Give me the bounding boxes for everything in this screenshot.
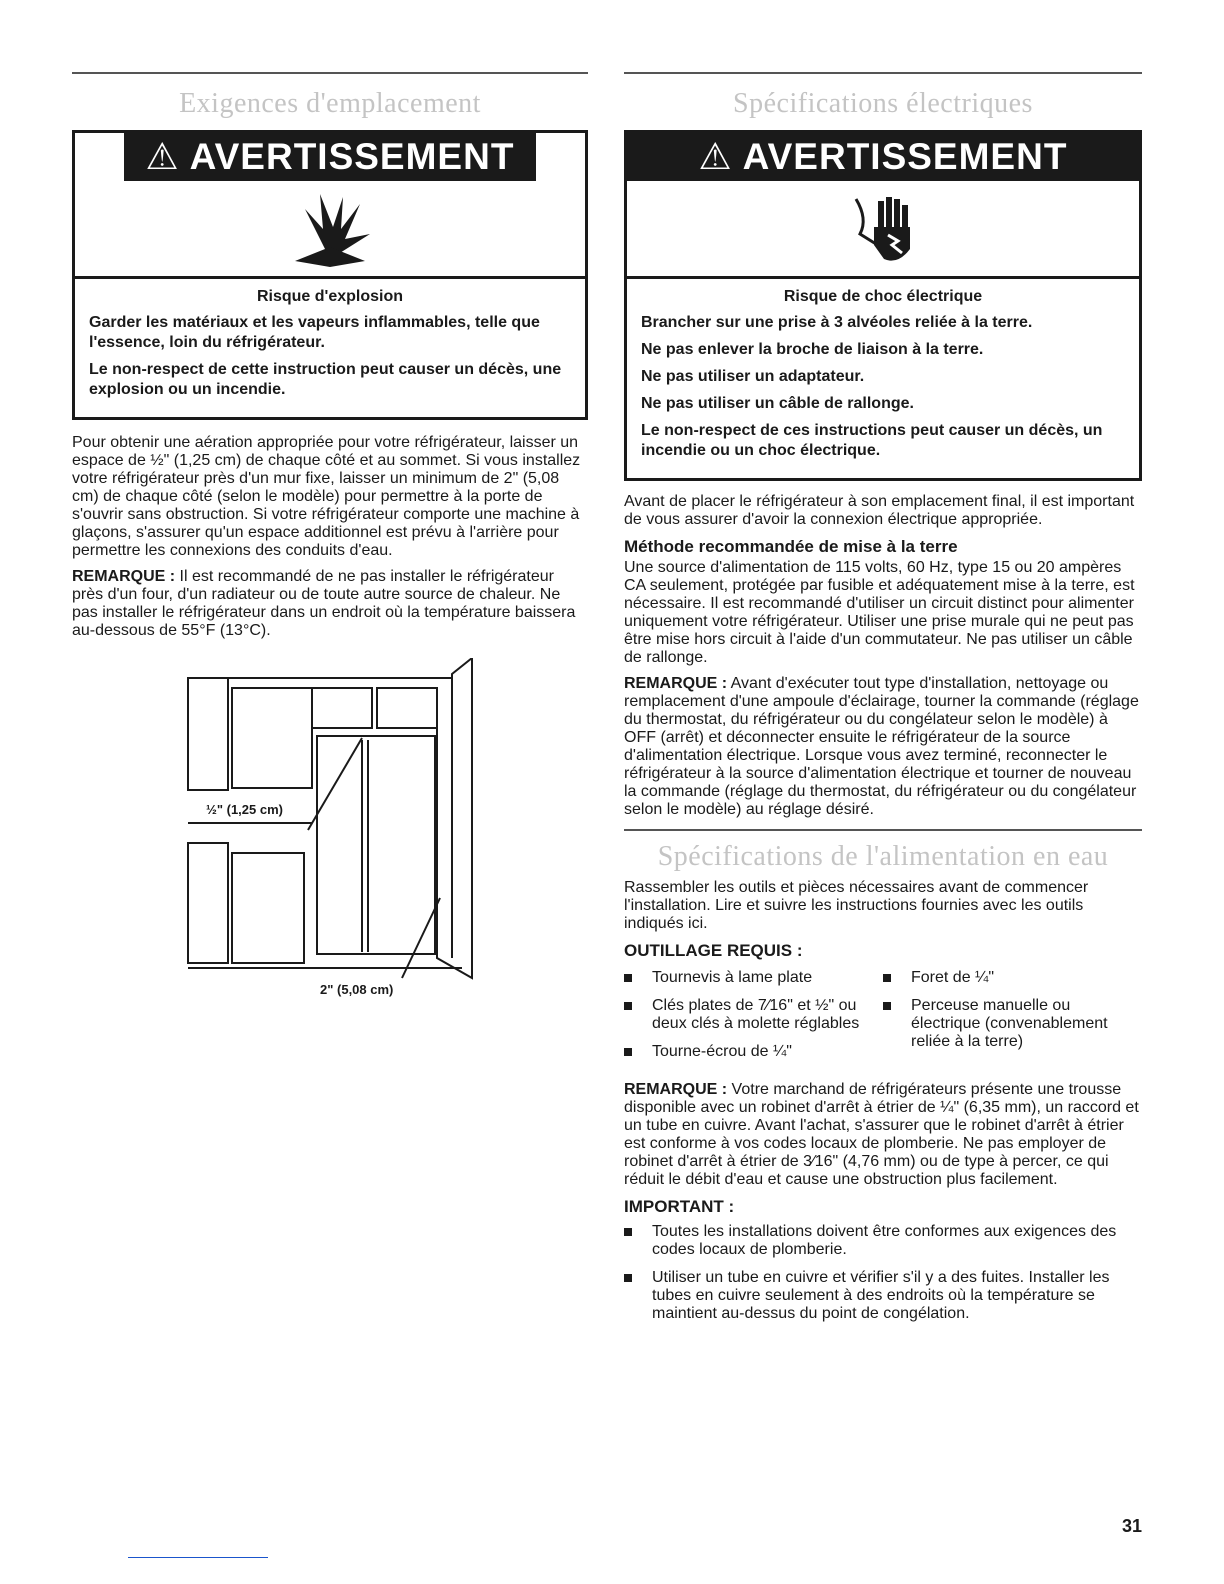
section-rule xyxy=(624,72,1142,74)
bullet-icon xyxy=(624,1228,632,1236)
warning-line: Ne pas utiliser un câble de rallonge. xyxy=(641,395,914,412)
bottom-rule xyxy=(128,1557,268,1558)
section-rule xyxy=(624,829,1142,831)
refrigerator-illustration xyxy=(72,658,588,1018)
bullet-icon xyxy=(624,974,632,982)
warning-line: Ne pas enlever la broche de liaison à la terre. xyxy=(641,341,984,358)
page-number: 31 xyxy=(1121,1516,1142,1536)
warning-title: Risque de choc électrique xyxy=(783,288,983,305)
list-item: Foret de ¼" xyxy=(883,969,1142,987)
subheading-important: IMPORTANT : xyxy=(624,1197,735,1216)
paragraph: Avant de placer le réfrigérateur à son emplacement final, il est important de vous assurer d'avoir la connexion électrique appropriée. xyxy=(624,493,1135,528)
electric-shock-icon xyxy=(848,189,918,269)
tools-list xyxy=(624,969,1142,1071)
clearance-figure xyxy=(72,658,588,1018)
list-item: Utiliser un tube en cuivre et vérifier s'il y a des fuites. Installer les tubes en cuivre seulement à des endroits où la température se maintient au-dessus du point de congélation. xyxy=(624,1269,1142,1323)
paragraph-remarque: REMARQUE : Votre marchand de réfrigérateurs présente une trousse disponible avec un robinet d'arrêt à étrier de ¼" (6,35 mm), un raccord et un tube en cuivre. Avant l'achat, s'assurer que le robinet d'arrêt à étrier est conforme à vos codes locaux de plomberie. Ne pas employer de robinet d'arrêt à étrier de 3⁄16" (4,76 mm) ou de type à percer, ce qui réduit le débit d'eau et cause une obstruction plus facilement. xyxy=(624,1081,1139,1188)
warning-title: Risque d'explosion xyxy=(256,288,404,305)
right-column xyxy=(624,72,1142,1333)
warning-line: Brancher sur une prise à 3 alvéoles reliée à la terre. xyxy=(641,314,1033,331)
warning-text: Le non-respect de cette instruction peut causer un décès, une explosion ou un incendie. xyxy=(89,361,562,398)
clearance-label-top: ½" (1,25 cm) xyxy=(206,802,283,817)
bullet-icon xyxy=(624,1048,632,1056)
warning-header: ⚠ AVERTISSEMENT xyxy=(75,133,585,181)
paragraph-remarque: REMARQUE : Avant d'exécuter tout type d'installation, nettoyage ou remplacement d'une ampoule d'éclairage, tourner la commande (réglage du thermostat, du réfrigérateur ou du congélateur selon le modèle) à OFF (arrêt) et déconnecter ensuite le réfrigérateur de la source d'alimentation électrique. Lorsque vous avez terminé, reconnecter le réfrigérateur à la source d'alimentation électrique et tourner de nouveau la commande (réglage du thermostat, du réfrigérateur ou du congélateur selon le modèle) au réglage désiré. xyxy=(624,675,1139,818)
section-title-water: Spécifications de l'alimentation en eau xyxy=(657,841,1109,872)
left-column xyxy=(72,72,588,1018)
paragraph: Rassembler les outils et pièces nécessaires avant de commencer l'installation. Lire et suivre les instructions fournies avec les outils indiqués ici. xyxy=(624,879,1089,932)
warning-triangle-icon: ⚠ xyxy=(145,136,180,177)
paragraph: Une source d'alimentation de 115 volts, 60 Hz, type 15 ou 20 ampères CA seulement, protégée par fusible et adéquatement mise à la terre, est nécessaire. Il est recommandé d'utiliser un circuit distinct pour alimenter uniquement votre réfrigérateur. Utiliser une prise murale qui ne peut pas être mise hors circuit à l'aide d'un commutateur. Ne pas utiliser un câble de rallonge. xyxy=(624,559,1135,666)
warning-box-explosion xyxy=(72,130,588,420)
warning-text: Garder les matériaux et les vapeurs inflammables, telle que l'essence, loin du réfrigérateur. xyxy=(89,314,540,351)
list-item: Clés plates de 7⁄16" et ½" ou deux clés à molette réglables xyxy=(624,997,883,1033)
paragraph-remarque: REMARQUE : Il est recommandé de ne pas installer le réfrigérateur près d'un four, d'un radiateur ou de toute autre source de chaleur. Ne pas installer le réfrigérateur dans un endroit où la température baissera au-dessous de 55°F (13°C). xyxy=(72,568,576,639)
list-item: Tourne-écrou de ¼" xyxy=(624,1043,883,1061)
important-list xyxy=(624,1223,1142,1323)
subheading-tools: OUTILLAGE REQUIS : xyxy=(624,941,803,960)
explosion-icon xyxy=(285,189,375,269)
clearance-label-bottom: 2" (5,08 cm) xyxy=(320,982,394,997)
section-title-location: Exigences d'emplacement xyxy=(179,88,481,119)
bullet-icon xyxy=(883,1002,891,1010)
list-item: Perceuse manuelle ou électrique (convenablement reliée à la terre) xyxy=(883,997,1142,1051)
bullet-icon xyxy=(883,974,891,982)
section-title-electrical: Spécifications électriques xyxy=(733,88,1033,119)
subheading-grounding: Méthode recommandée de mise à la terre xyxy=(624,537,958,556)
list-item: Toutes les installations doivent être conformes aux exigences des codes locaux de plomberie. xyxy=(624,1223,1142,1259)
bullet-icon xyxy=(624,1274,632,1282)
warning-triangle-icon: ⚠ xyxy=(698,136,733,177)
warning-line: Ne pas utiliser un adaptateur. xyxy=(641,368,865,385)
bullet-icon xyxy=(624,1002,632,1010)
warning-box-electric xyxy=(624,130,1142,481)
warning-line: Le non-respect de ces instructions peut causer un décès, un incendie ou un choc électrique. xyxy=(641,422,1103,459)
section-rule xyxy=(72,72,588,74)
paragraph: Pour obtenir une aération appropriée pour votre réfrigérateur, laisser un espace de ½" (1,25 cm) de chaque côté et au sommet. Si vous installez votre réfrigérateur près d'un mur fixe, laisser un minimum de 2" (5,08 cm) de chaque côté (selon le modèle) pour permettre à la porte de s'ouvrir sans obstruction. Si votre réfrigérateur comporte une machine à glaçons, s'assurer qu'un espace additionnel est prévu à l'arrière pour permettre les connexions des conduits d'eau. xyxy=(72,434,581,559)
list-item: Tournevis à lame plate xyxy=(624,969,883,987)
warning-header: ⚠ AVERTISSEMENT xyxy=(627,133,1139,181)
